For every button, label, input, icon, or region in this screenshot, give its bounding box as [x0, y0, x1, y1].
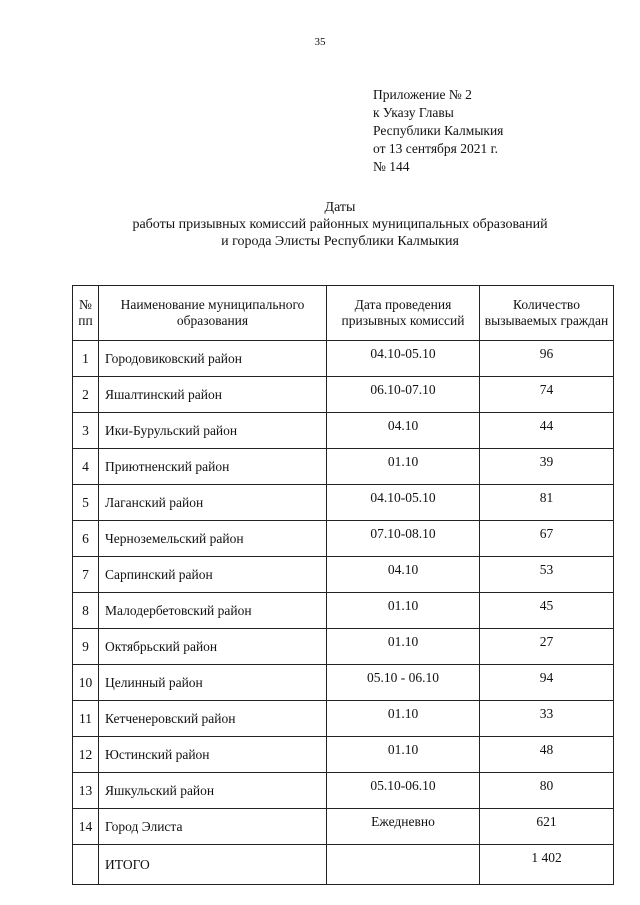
municipality-name: Целинный район — [99, 665, 327, 701]
table-row — [73, 449, 614, 485]
table-row — [73, 701, 614, 737]
commission-date: 01.10 — [327, 629, 480, 665]
header-date: Дата проведения призывных комиссий — [327, 286, 480, 341]
municipality-name: Ики-Бурульский район — [99, 413, 327, 449]
citizen-count: 67 — [480, 521, 614, 557]
commission-date: 07.10-08.10 — [327, 521, 480, 557]
municipality-name: Приютненский район — [99, 449, 327, 485]
table-body — [73, 341, 614, 885]
commission-date: 01.10 — [327, 737, 480, 773]
table-row — [73, 557, 614, 593]
appendix-line: от 13 сентября 2021 г. — [373, 141, 498, 156]
total-date-cell — [327, 845, 480, 885]
municipality-name: Юстинский район — [99, 737, 327, 773]
citizen-count: 80 — [480, 773, 614, 809]
header-municipality: Наименование муниципального образования — [99, 286, 327, 341]
appendix-line: к Указу Главы — [373, 105, 454, 120]
row-number: 10 — [73, 665, 99, 701]
table-row — [73, 773, 614, 809]
row-number: 2 — [73, 377, 99, 413]
appendix-block — [373, 86, 503, 176]
row-number: 14 — [73, 809, 99, 845]
commission-date: 04.10-05.10 — [327, 485, 480, 521]
title-line: и города Элисты Республики Калмыкия — [221, 234, 459, 249]
table-row — [73, 377, 614, 413]
row-number: 6 — [73, 521, 99, 557]
table-header-row — [73, 286, 614, 341]
row-number: 11 — [73, 701, 99, 737]
citizen-count: 96 — [480, 341, 614, 377]
commission-date: 04.10 — [327, 413, 480, 449]
table-row — [73, 341, 614, 377]
row-number: 13 — [73, 773, 99, 809]
citizen-count: 621 — [480, 809, 614, 845]
commission-date: 01.10 — [327, 593, 480, 629]
document-title — [0, 199, 640, 250]
citizen-count: 48 — [480, 737, 614, 773]
title-line: работы призывных комиссий районных муниципальных образований — [132, 217, 548, 232]
appendix-line: Республики Калмыкия — [373, 123, 504, 138]
total-label: ИТОГО — [99, 845, 327, 885]
title-line: Даты — [324, 200, 356, 215]
commission-date: Ежедневно — [327, 809, 480, 845]
commission-date: 05.10-06.10 — [327, 773, 480, 809]
total-row — [73, 845, 614, 885]
citizen-count: 45 — [480, 593, 614, 629]
row-number: 3 — [73, 413, 99, 449]
page-number: 35 — [314, 36, 326, 48]
table-row — [73, 665, 614, 701]
commission-date: 04.10 — [327, 557, 480, 593]
citizen-count: 74 — [480, 377, 614, 413]
commission-date: 06.10-07.10 — [327, 377, 480, 413]
municipality-name: Малодербетовский район — [99, 593, 327, 629]
citizen-count: 27 — [480, 629, 614, 665]
municipality-name: Городовиковский район — [99, 341, 327, 377]
row-number: 12 — [73, 737, 99, 773]
citizen-count: 44 — [480, 413, 614, 449]
table-row — [73, 521, 614, 557]
citizen-count: 33 — [480, 701, 614, 737]
total-count: 1 402 — [480, 845, 614, 885]
header-count: Количество вызываемых граждан — [480, 286, 614, 341]
table-row — [73, 737, 614, 773]
citizen-count: 94 — [480, 665, 614, 701]
municipality-name: Город Элиста — [99, 809, 327, 845]
table-row — [73, 809, 614, 845]
row-number: 9 — [73, 629, 99, 665]
table-row — [73, 413, 614, 449]
commission-date: 01.10 — [327, 449, 480, 485]
municipality-name: Сарпинский район — [99, 557, 327, 593]
row-number: 4 — [73, 449, 99, 485]
table-row — [73, 593, 614, 629]
appendix-line: № 144 — [373, 159, 410, 174]
commission-date: 04.10-05.10 — [327, 341, 480, 377]
appendix-line: Приложение № 2 — [373, 87, 472, 102]
table-row — [73, 629, 614, 665]
commission-date: 01.10 — [327, 701, 480, 737]
total-number-cell — [73, 845, 99, 885]
row-number: 8 — [73, 593, 99, 629]
commission-date: 05.10 - 06.10 — [327, 665, 480, 701]
row-number: 5 — [73, 485, 99, 521]
citizen-count: 53 — [480, 557, 614, 593]
municipality-name: Черноземельский район — [99, 521, 327, 557]
table-row — [73, 485, 614, 521]
row-number: 1 — [73, 341, 99, 377]
header-number: № пп — [73, 286, 99, 341]
municipality-name: Кетченеровский район — [99, 701, 327, 737]
commission-schedule-table — [72, 285, 614, 885]
municipality-name: Яшалтинский район — [99, 377, 327, 413]
municipality-name: Лаганский район — [99, 485, 327, 521]
citizen-count: 81 — [480, 485, 614, 521]
municipality-name: Октябрьский район — [99, 629, 327, 665]
row-number: 7 — [73, 557, 99, 593]
municipality-name: Яшкульский район — [99, 773, 327, 809]
citizen-count: 39 — [480, 449, 614, 485]
